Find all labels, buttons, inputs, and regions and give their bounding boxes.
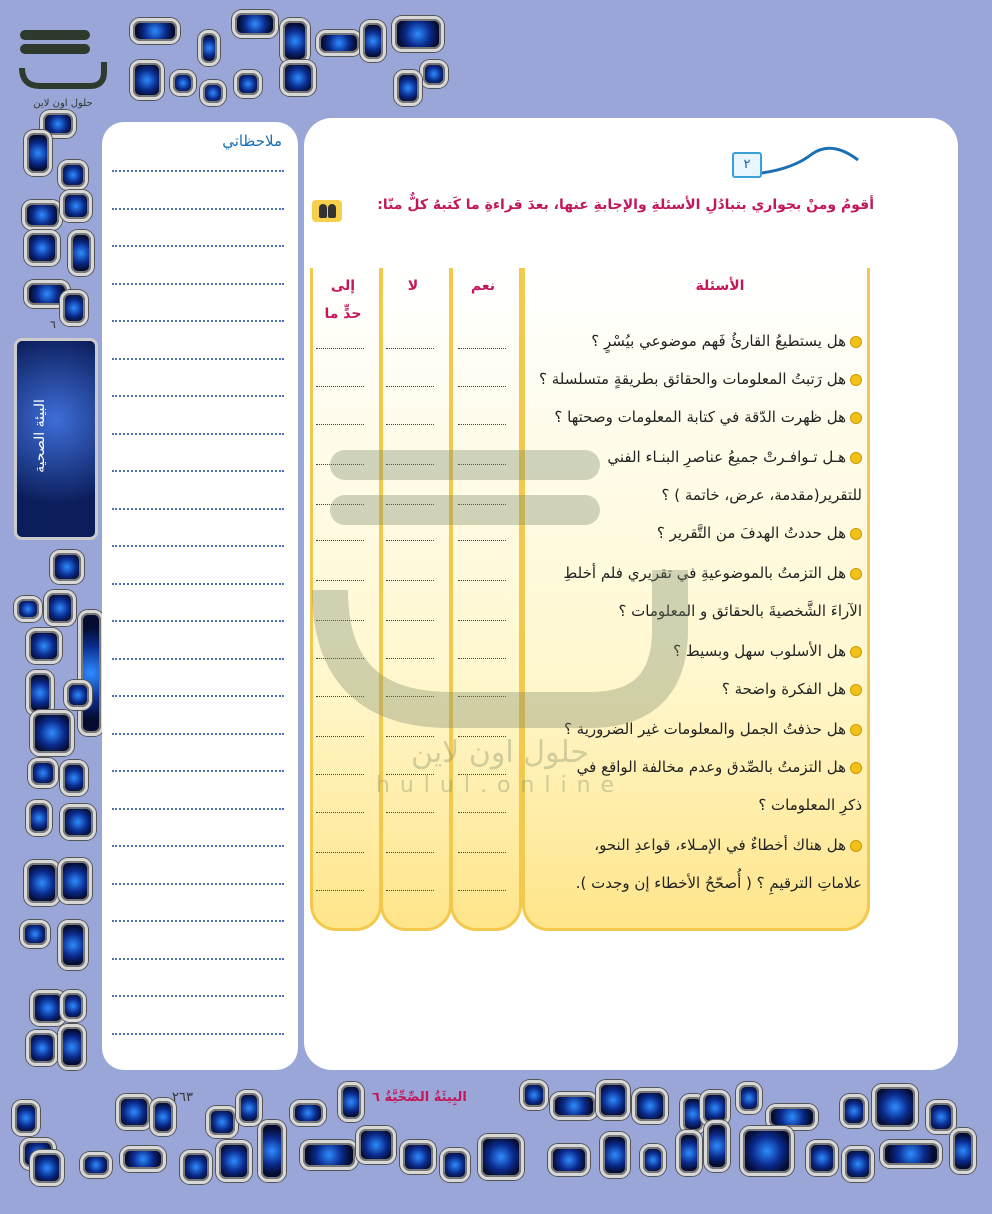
decor-pill — [28, 758, 58, 788]
answer-blank[interactable] — [386, 580, 434, 581]
answer-blank[interactable] — [458, 736, 506, 737]
decor-pill — [20, 920, 50, 948]
answer-blank[interactable] — [386, 424, 434, 425]
decor-pill — [478, 1134, 524, 1180]
answer-blank[interactable] — [458, 658, 506, 659]
bullet-icon — [850, 724, 862, 736]
question-label: هل حددتُ الهدفَ من التَّقرير ؟ — [656, 524, 846, 542]
decor-pill — [44, 590, 76, 626]
svg-text:hulul.online: hulul.online — [375, 773, 625, 798]
note-line[interactable] — [112, 283, 284, 285]
answer-blank[interactable] — [458, 580, 506, 581]
decor-pill — [280, 60, 316, 96]
decor-pill — [232, 10, 278, 38]
answer-blank[interactable] — [458, 386, 506, 387]
question-label: للتقرير(مقدمة، عرض، خاتمة ) ؟ — [661, 486, 862, 504]
decor-pill — [676, 1130, 702, 1176]
logo — [8, 28, 118, 118]
decor-pill — [14, 596, 42, 622]
question-label: الآراءَ الشَّخصيةَ بالحقائق و المعلومات ؟ — [618, 602, 862, 620]
notes-title: ملاحظاتي — [222, 132, 282, 150]
question-label: هل يستطيعُ القارئُ فَهم موضوعي بيُسْرٍ ؟ — [591, 332, 846, 350]
decor-pill — [24, 130, 52, 176]
decor-pill — [316, 30, 362, 56]
question-text — [722, 680, 862, 698]
decor-pill — [60, 804, 96, 840]
note-line[interactable] — [112, 808, 284, 810]
answer-blank[interactable] — [316, 658, 364, 659]
answer-blank[interactable] — [386, 504, 434, 505]
question-text — [591, 332, 862, 350]
answer-blank[interactable] — [316, 504, 364, 505]
answer-blank[interactable] — [458, 852, 506, 853]
decor-pill — [24, 230, 60, 266]
question-label: هل التزمتُ بالموضوعيةِ في تقريري فلم أخلطِ — [563, 564, 846, 582]
decor-pill — [12, 1100, 40, 1136]
question-label: هل حذفتُ الجمل والمعلومات غير الضرورية ؟ — [563, 720, 846, 738]
note-line[interactable] — [112, 470, 284, 472]
questions-column — [522, 268, 870, 931]
answer-blank[interactable] — [316, 812, 364, 813]
decor-pill — [130, 18, 180, 44]
answer-blank[interactable] — [458, 504, 506, 505]
note-line[interactable] — [112, 208, 284, 210]
decor-pill — [392, 16, 444, 52]
decor-pill — [880, 1140, 942, 1168]
decor-pill — [26, 628, 62, 664]
decor-pill — [400, 1140, 436, 1174]
question-label: هل رَتبتُ المعلومات والحقائق بطريقةٍ متسلسلة ؟ — [539, 370, 846, 388]
side-number: ٦ — [50, 318, 56, 331]
question-label: ذكرِ المعلومات ؟ — [758, 796, 862, 814]
bullet-icon — [850, 374, 862, 386]
decor-pill — [806, 1140, 838, 1176]
question-text — [594, 836, 862, 854]
decor-pill — [420, 60, 448, 88]
note-line[interactable] — [112, 395, 284, 397]
no-column — [380, 268, 452, 931]
decor-pill — [58, 920, 88, 970]
note-line[interactable] — [112, 508, 284, 510]
answer-blank[interactable] — [458, 348, 506, 349]
decor-pill — [440, 1148, 470, 1182]
bullet-icon — [850, 568, 862, 580]
somewhat-header-line1: إلى — [330, 278, 356, 294]
question-text — [564, 720, 862, 738]
decor-pill — [600, 1132, 630, 1178]
answer-blank[interactable] — [316, 580, 364, 581]
decor-pill — [926, 1100, 956, 1134]
decor-pill — [872, 1084, 918, 1130]
questions-header: الأسئلة — [695, 278, 745, 294]
decor-pill — [338, 1082, 364, 1122]
decor-pill — [632, 1088, 668, 1124]
note-line[interactable] — [112, 995, 284, 997]
decor-pill — [116, 1094, 152, 1130]
answer-blank[interactable] — [386, 736, 434, 737]
answer-blank[interactable] — [386, 348, 434, 349]
answer-blank[interactable] — [386, 386, 434, 387]
decor-pill — [78, 610, 104, 736]
pair-work-icon — [312, 200, 342, 222]
answer-blank[interactable] — [386, 696, 434, 697]
note-line[interactable] — [112, 245, 284, 247]
question-text — [539, 370, 862, 388]
somewhat-header-line2: حدٍّ ما — [324, 306, 362, 322]
answer-blank[interactable] — [386, 540, 434, 541]
decor-pill — [280, 18, 310, 64]
decor-pill — [58, 160, 88, 190]
answer-blank[interactable] — [316, 852, 364, 853]
decor-pill — [60, 190, 92, 222]
decor-pill — [548, 1144, 590, 1176]
answer-blank[interactable] — [316, 774, 364, 775]
side-tab-label: البيئة الصحية — [32, 399, 48, 473]
decor-pill — [60, 990, 86, 1022]
decor-pill — [22, 200, 62, 230]
answer-blank[interactable] — [386, 658, 434, 659]
section-number-badge: ٢ — [732, 152, 762, 178]
answer-blank[interactable] — [316, 620, 364, 621]
no-header: لا — [407, 278, 419, 294]
answer-blank[interactable] — [458, 540, 506, 541]
answer-blank[interactable] — [316, 540, 364, 541]
answer-blank[interactable] — [458, 620, 506, 621]
question-text — [563, 564, 862, 582]
note-line[interactable] — [112, 620, 284, 622]
decor-pill — [206, 1106, 238, 1138]
question-label: علاماتِ الترقيمِ ؟ ( أُصحّحُ الأخطاء إن وجدت ). — [575, 874, 862, 892]
note-line[interactable] — [112, 920, 284, 922]
note-line[interactable] — [112, 883, 284, 885]
question-label: هل ظهرت الدّقة في كتابة المعلومات وصحتها ؟ — [554, 408, 846, 426]
answer-blank[interactable] — [316, 696, 364, 697]
decor-pill — [120, 1146, 166, 1172]
note-line[interactable] — [112, 1033, 284, 1035]
bullet-icon — [850, 452, 862, 464]
decor-pill — [26, 1030, 58, 1066]
decor-pill — [180, 1150, 212, 1184]
answer-blank[interactable] — [386, 774, 434, 775]
answer-blank[interactable] — [316, 736, 364, 737]
decor-pill — [236, 1090, 262, 1126]
footer-title: البِيئَةُ الصِّحِّيَّةُ ٦ — [372, 1090, 467, 1105]
question-text — [577, 758, 862, 776]
yes-column — [450, 268, 522, 931]
page-number: ٢٦٣ — [172, 1090, 193, 1105]
answer-blank[interactable] — [386, 890, 434, 891]
question-text — [662, 486, 862, 504]
question-label: هل التزمتُ بالصِّدق وعدم مخالفة الواقع في — [576, 758, 846, 776]
answer-blank[interactable] — [316, 890, 364, 891]
decor-pill — [24, 860, 60, 906]
answer-blank[interactable] — [316, 464, 364, 465]
decor-pill — [740, 1126, 794, 1176]
decor-pill — [68, 230, 94, 276]
swoosh-decoration — [752, 140, 862, 180]
answer-blank[interactable] — [458, 696, 506, 697]
decor-pill — [736, 1082, 762, 1114]
note-line[interactable] — [112, 695, 284, 697]
decor-pill — [60, 760, 88, 796]
decor-pill — [300, 1140, 358, 1170]
somewhat-column — [310, 268, 382, 931]
note-line[interactable] — [112, 770, 284, 772]
instruction-text: أقومُ ومنْ بجواري بتبادُلِ الأسئلةِ والإجابةِ عنها، بعدَ قراءةِ ما كَتبهُ كلٌّ منّا: — [377, 197, 874, 213]
answer-blank[interactable] — [386, 852, 434, 853]
answer-blank[interactable] — [386, 464, 434, 465]
logo-icon — [8, 28, 118, 118]
decor-pill — [356, 1126, 396, 1164]
decor-pill — [216, 1140, 252, 1182]
answer-blank[interactable] — [458, 774, 506, 775]
svg-text:حلول اون لاين: حلول اون لاين — [411, 735, 589, 770]
answer-blank[interactable] — [316, 386, 364, 387]
decor-pill — [520, 1080, 548, 1110]
decor-pill — [360, 20, 386, 62]
decor-pill — [130, 60, 164, 100]
bullet-icon — [850, 412, 862, 424]
question-text — [554, 408, 862, 426]
decor-pill — [60, 290, 88, 326]
decor-pill — [290, 1100, 326, 1126]
note-line[interactable] — [112, 958, 284, 960]
answer-blank[interactable] — [458, 424, 506, 425]
bullet-icon — [850, 840, 862, 852]
answer-blank[interactable] — [458, 812, 506, 813]
question-text — [657, 524, 862, 542]
decor-pill — [64, 680, 92, 710]
decor-pill — [704, 1120, 730, 1172]
decor-pill — [394, 70, 422, 106]
note-line[interactable] — [112, 583, 284, 585]
answer-blank[interactable] — [458, 464, 506, 465]
svg-text:حلول اون لاين: حلول اون لاين — [33, 98, 93, 109]
decor-pill — [950, 1128, 976, 1174]
question-label: هل الفكرة واضحة ؟ — [721, 680, 846, 698]
question-label: هـل تـوافـرتْ جميعُ عناصرِ البنـاء الفني — [607, 448, 846, 466]
note-line[interactable] — [112, 658, 284, 660]
answer-blank[interactable] — [386, 620, 434, 621]
question-text — [607, 448, 862, 466]
answer-blank[interactable] — [458, 890, 506, 891]
decor-pill — [640, 1144, 666, 1176]
answer-blank[interactable] — [316, 424, 364, 425]
decor-pill — [170, 70, 196, 96]
note-line[interactable] — [112, 320, 284, 322]
bullet-icon — [850, 646, 862, 658]
bullet-icon — [850, 684, 862, 696]
decor-pill — [234, 70, 262, 98]
note-line[interactable] — [112, 433, 284, 435]
decor-pill — [58, 1024, 86, 1070]
note-line[interactable] — [112, 545, 284, 547]
question-text — [758, 796, 862, 814]
decor-pill — [550, 1092, 598, 1120]
decor-pill — [58, 858, 92, 904]
decor-pill — [596, 1080, 630, 1120]
decor-pill — [26, 800, 52, 836]
note-line[interactable] — [112, 733, 284, 735]
decor-pill — [30, 1150, 64, 1186]
side-tab — [14, 338, 98, 540]
question-text — [576, 874, 862, 892]
question-label: هل هناك أخطاءٌ في الإمـلاء، قواعدِ النحو، — [594, 836, 846, 854]
question-text — [618, 602, 862, 620]
note-line[interactable] — [112, 358, 284, 360]
decor-pill — [840, 1094, 868, 1128]
bullet-icon — [850, 762, 862, 774]
answer-blank[interactable] — [316, 348, 364, 349]
decor-pill — [80, 1152, 112, 1178]
question-text — [673, 642, 862, 660]
decor-pill — [258, 1120, 286, 1182]
question-label: هل الأسلوب سهل وبسيط ؟ — [673, 642, 846, 660]
decor-pill — [200, 80, 226, 106]
bullet-icon — [850, 528, 862, 540]
note-line[interactable] — [112, 845, 284, 847]
decor-pill — [198, 30, 220, 66]
decor-pill — [842, 1146, 874, 1182]
yes-header: نعم — [470, 278, 496, 294]
bullet-icon — [850, 336, 862, 348]
note-line[interactable] — [112, 170, 284, 172]
answer-blank[interactable] — [386, 812, 434, 813]
decor-pill — [30, 710, 74, 756]
notes-card — [102, 122, 298, 1070]
decor-pill — [50, 550, 84, 584]
